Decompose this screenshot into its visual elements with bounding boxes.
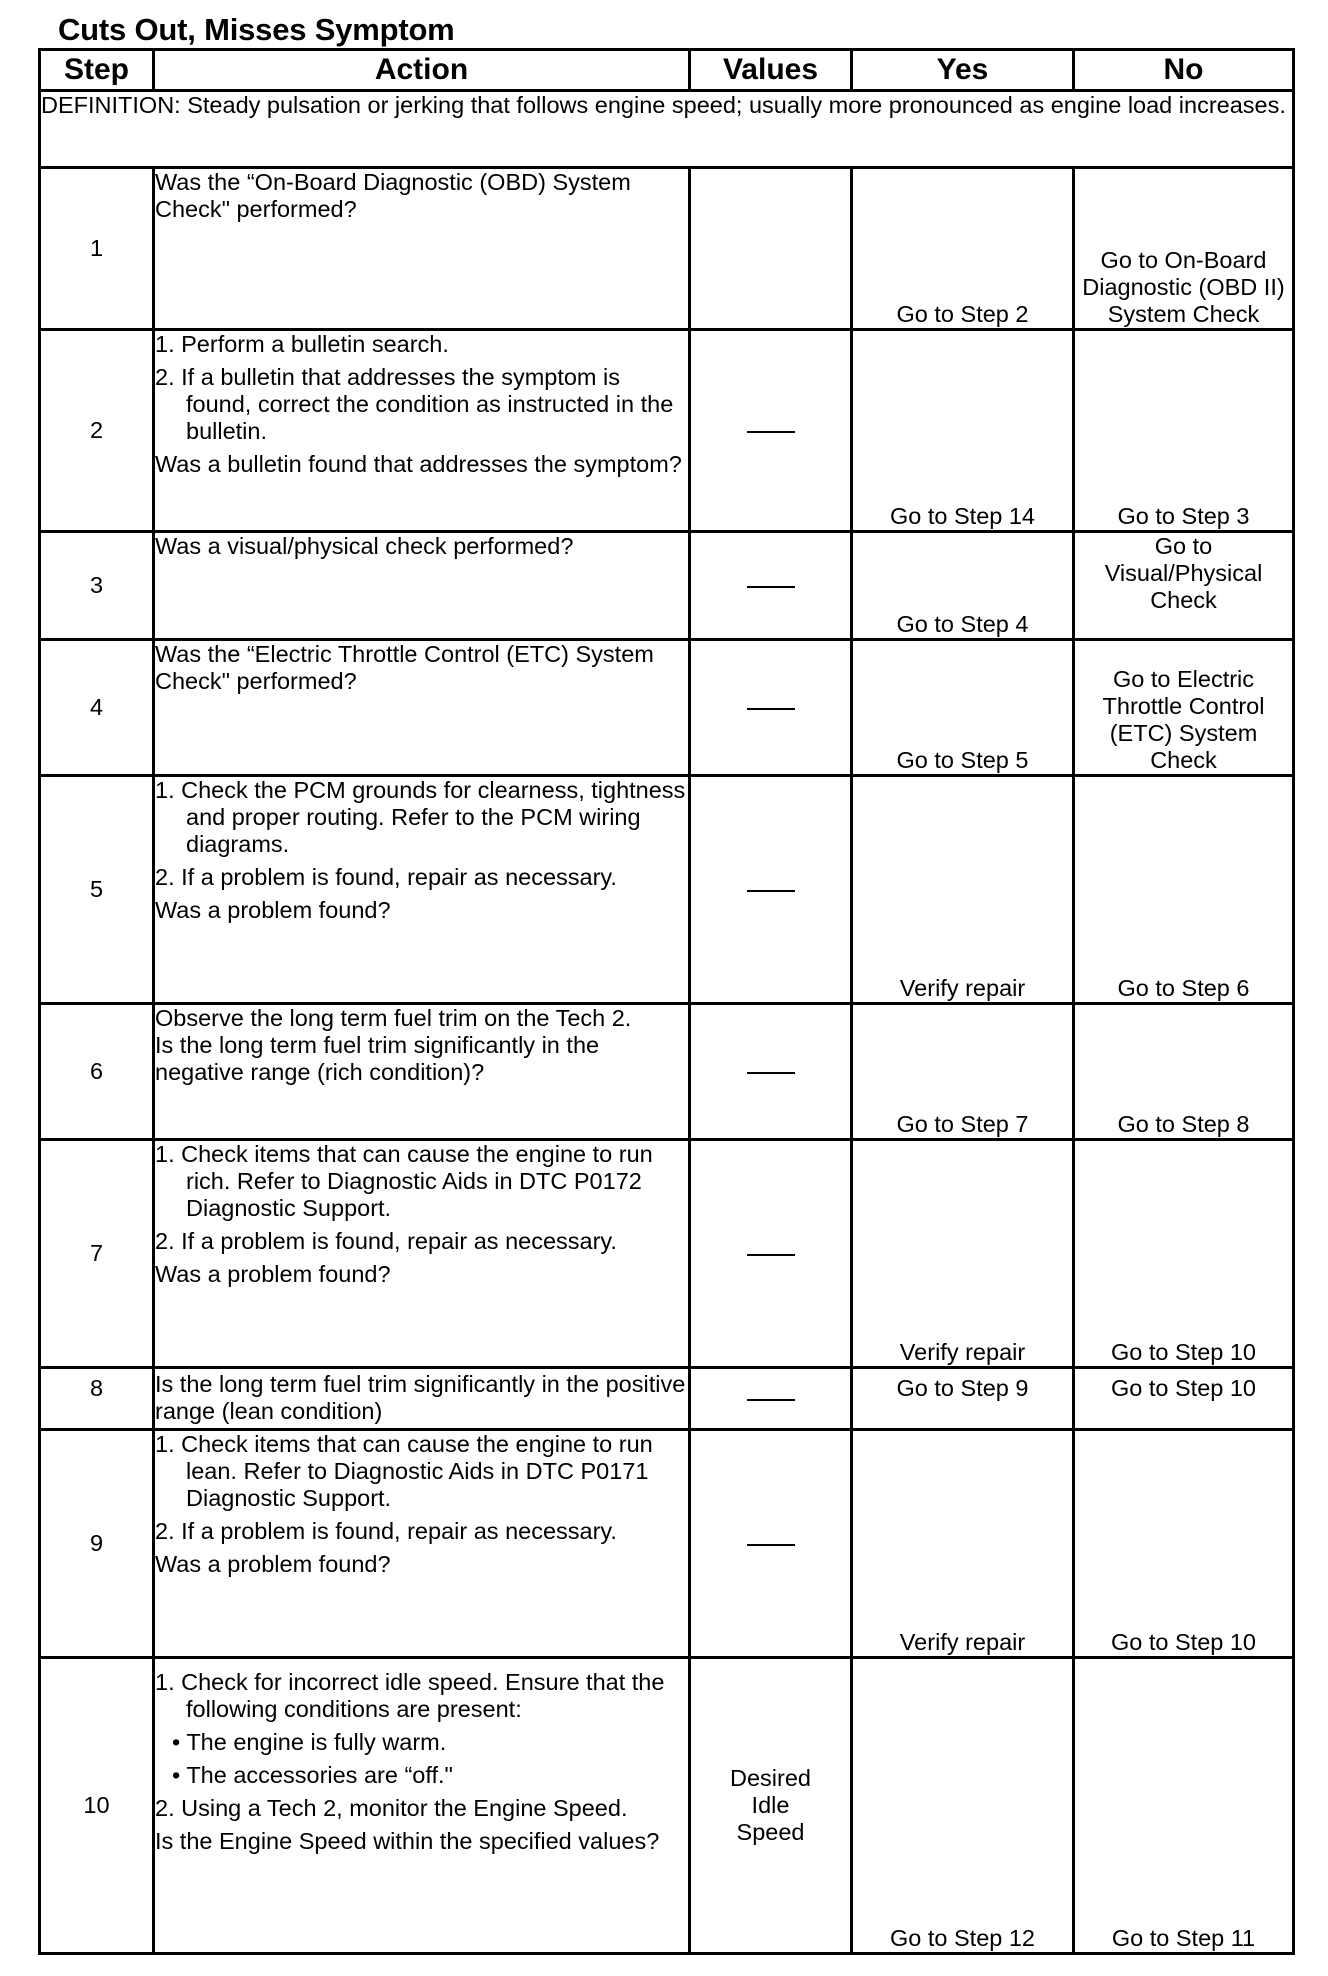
header-step: Step bbox=[40, 50, 154, 91]
no-cell: Go to On-Board Diagnostic (OBD II) System Check bbox=[1074, 168, 1294, 330]
action-text: Was a problem found? bbox=[155, 897, 391, 923]
no-cell: Go to Step 10 bbox=[1074, 1430, 1294, 1658]
no-cell: Go to Step 10 bbox=[1074, 1140, 1294, 1368]
yes-cell: Verify repair bbox=[852, 1430, 1074, 1658]
action-cell bbox=[154, 1430, 690, 1658]
action-text: Was the “On-Board Diagnostic (OBD) System Check" performed? bbox=[155, 169, 631, 222]
no-cell: Go to Visual/Physical Check bbox=[1074, 532, 1294, 640]
action-bullet: • The engine is fully warm. bbox=[172, 1729, 447, 1755]
no-value-dash bbox=[747, 890, 795, 892]
values-cell bbox=[690, 532, 852, 640]
values-cell bbox=[690, 1368, 852, 1430]
page-title: Cuts Out, Misses Symptom bbox=[58, 12, 455, 47]
yes-cell: Verify repair bbox=[852, 1140, 1074, 1368]
action-text: 1. Check items that can cause the engine to run lean. Refer to Diagnostic Aids in DTC P0171 Diagnostic Support. bbox=[155, 1431, 653, 1511]
values-cell bbox=[690, 330, 852, 532]
action-text: 2. If a problem is found, repair as necessary. bbox=[155, 1228, 617, 1254]
action-cell bbox=[154, 776, 690, 1004]
no-cell: Go to Step 10 bbox=[1074, 1368, 1294, 1430]
action-text: Is the Engine Speed within the specified values? bbox=[155, 1828, 660, 1854]
table-row bbox=[40, 168, 1294, 330]
action-cell bbox=[154, 1658, 690, 1954]
action-text: 1. Check items that can cause the engine to run rich. Refer to Diagnostic Aids in DTC P0172 Diagnostic Support. bbox=[155, 1141, 653, 1221]
values-cell bbox=[690, 1004, 852, 1140]
values-cell bbox=[690, 168, 852, 330]
action-text: 2. If a problem is found, repair as necessary. bbox=[155, 864, 617, 890]
step-number: 6 bbox=[40, 1004, 154, 1140]
action-cell bbox=[154, 168, 690, 330]
action-text: 2. If a bulletin that addresses the symptom is found, correct the condition as instructed in the bulletin. bbox=[155, 364, 674, 444]
no-value-dash bbox=[747, 1399, 795, 1401]
action-cell bbox=[154, 1368, 690, 1430]
action-cell bbox=[154, 640, 690, 776]
yes-cell: Verify repair bbox=[852, 776, 1074, 1004]
action-text: Was a problem found? bbox=[155, 1551, 391, 1577]
table-row bbox=[40, 1658, 1294, 1954]
yes-cell: Go to Step 2 bbox=[852, 168, 1074, 330]
action-cell bbox=[154, 330, 690, 532]
action-text: Is the long term fuel trim significantly in the positive range (lean condition) bbox=[155, 1371, 686, 1424]
action-text: Was the “Electric Throttle Control (ETC) System Check" performed? bbox=[155, 641, 654, 694]
step-number: 2 bbox=[40, 330, 154, 532]
values-cell bbox=[690, 1430, 852, 1658]
action-text: Was a problem found? bbox=[155, 1261, 391, 1287]
action-text: 2. If a problem is found, repair as necessary. bbox=[155, 1518, 617, 1544]
yes-cell: Go to Step 9 bbox=[852, 1368, 1074, 1430]
table-row bbox=[40, 1004, 1294, 1140]
yes-cell: Go to Step 4 bbox=[852, 532, 1074, 640]
yes-cell: Go to Step 12 bbox=[852, 1658, 1074, 1954]
table-row bbox=[40, 1140, 1294, 1368]
step-number: 5 bbox=[40, 776, 154, 1004]
step-number: 7 bbox=[40, 1140, 154, 1368]
no-value-dash bbox=[747, 431, 795, 433]
no-value-dash bbox=[747, 586, 795, 588]
no-cell: Go to Step 11 bbox=[1074, 1658, 1294, 1954]
no-cell: Go to Electric Throttle Control (ETC) System Check bbox=[1074, 640, 1294, 776]
action-text: Was a visual/physical check performed? bbox=[155, 533, 574, 559]
values-cell bbox=[690, 776, 852, 1004]
action-cell bbox=[154, 1140, 690, 1368]
no-value-dash bbox=[747, 1254, 795, 1256]
action-text: 1. Check for incorrect idle speed. Ensure that the following conditions are present: bbox=[155, 1669, 665, 1722]
action-text: Observe the long term fuel trim on the Tech 2. bbox=[155, 1005, 632, 1031]
table-row bbox=[40, 1430, 1294, 1658]
step-number: 8 bbox=[40, 1368, 154, 1430]
action-text: 2. Using a Tech 2, monitor the Engine Speed. bbox=[155, 1795, 628, 1821]
step-number: 3 bbox=[40, 532, 154, 640]
header-no: No bbox=[1074, 50, 1294, 91]
action-text: 1. Perform a bulletin search. bbox=[155, 331, 449, 357]
values-cell: Desired Idle Speed bbox=[690, 1658, 852, 1954]
table-row bbox=[40, 776, 1294, 1004]
table-row bbox=[40, 330, 1294, 532]
header-row bbox=[40, 50, 1294, 91]
action-text: 1. Check the PCM grounds for clearness, tightness and proper routing. Refer to the PCM wiring diagrams. bbox=[155, 777, 686, 857]
no-cell: Go to Step 8 bbox=[1074, 1004, 1294, 1140]
action-text: Was a bulletin found that addresses the symptom? bbox=[155, 451, 682, 477]
header-action: Action bbox=[154, 50, 690, 91]
no-value-dash bbox=[747, 708, 795, 710]
action-cell bbox=[154, 1004, 690, 1140]
no-value-dash bbox=[747, 1544, 795, 1546]
header-values: Values bbox=[690, 50, 852, 91]
step-number: 4 bbox=[40, 640, 154, 776]
header-yes: Yes bbox=[852, 50, 1074, 91]
yes-cell: Go to Step 14 bbox=[852, 330, 1074, 532]
table-row bbox=[40, 640, 1294, 776]
action-text: Is the long term fuel trim significantly in the negative range (rich condition)? bbox=[155, 1032, 600, 1085]
table-row bbox=[40, 1368, 1294, 1430]
step-number: 1 bbox=[40, 168, 154, 330]
yes-cell: Go to Step 7 bbox=[852, 1004, 1074, 1140]
values-cell bbox=[690, 1140, 852, 1368]
step-number: 10 bbox=[40, 1658, 154, 1954]
no-cell: Go to Step 6 bbox=[1074, 776, 1294, 1004]
table-row bbox=[40, 532, 1294, 640]
action-bullet: • The accessories are “off." bbox=[172, 1762, 453, 1788]
no-value-dash bbox=[747, 1072, 795, 1074]
yes-cell: Go to Step 5 bbox=[852, 640, 1074, 776]
no-cell: Go to Step 3 bbox=[1074, 330, 1294, 532]
diagnostic-table bbox=[38, 48, 1295, 1955]
step-number: 9 bbox=[40, 1430, 154, 1658]
definition-row bbox=[40, 91, 1294, 168]
definition-text: DEFINITION: Steady pulsation or jerking that follows engine speed; usually more pronounced as engine load increases. bbox=[40, 91, 1294, 168]
action-cell bbox=[154, 532, 690, 640]
values-cell bbox=[690, 640, 852, 776]
